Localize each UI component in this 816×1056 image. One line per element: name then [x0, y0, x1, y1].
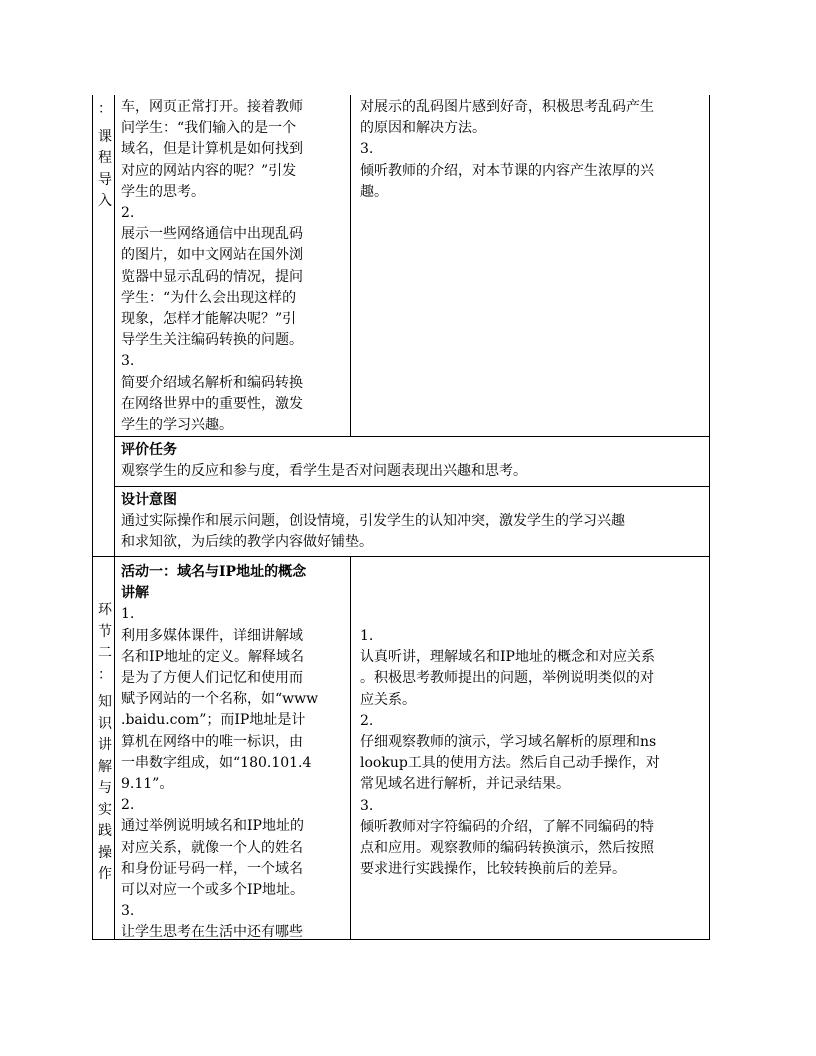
evaluation-heading: 评价任务 [121, 442, 177, 458]
text-line: 常见域名进行解析，并记录结果。 [360, 776, 570, 793]
table-border-middle [350, 556, 351, 940]
text-line: 1. [121, 606, 135, 623]
text-line: 学生：“为什么会出现这样的 [121, 289, 297, 306]
text-line: 在网络世界中的重要性，激发 [121, 395, 303, 412]
text-line: 名和IP地址的定义。解释域名 [121, 648, 304, 665]
stage-label-char: 实 [98, 801, 112, 818]
text-line: 倾听教师对字符编码的介绍，了解不同编码的特 [360, 818, 654, 835]
text-line: 可以对应一个或多个IP地址。 [121, 882, 304, 899]
stage-label-practice [98, 600, 112, 886]
text-line: 赋予网站的一个名称，如“www [121, 691, 319, 708]
text-line: 3. [121, 353, 135, 370]
stage-label-char: 操 [98, 844, 112, 861]
stage-label-char: 知 [98, 694, 112, 710]
text-line: 一串数字组成，如“180.101.4 [121, 754, 312, 771]
table-border-inner [114, 95, 115, 940]
stage-label-char: 识 [98, 715, 112, 732]
text-line: 展示一些网络通信中出现乱码 [121, 226, 303, 243]
student-activity-cell [360, 626, 705, 880]
stage-label-intro [98, 99, 112, 213]
text-line: 简要介绍域名解析和编码转换 [121, 374, 303, 391]
stage-label-char: 导 [98, 171, 112, 188]
text-line: 点和应用。观察教师的编码转换演示，然后按照 [360, 840, 654, 857]
text-line: 车，网页正常打开。接着教师 [121, 99, 303, 115]
text-line: 3. [360, 797, 374, 814]
teacher-activity-cell [121, 562, 346, 944]
stage-label-char: ： [98, 101, 112, 117]
text-line: 认真听讲，理解域名和IP地址的概念和对应关系 [360, 649, 655, 666]
stage-label-char: 课 [98, 128, 112, 145]
text-line: 对应关系，就像一个人的姓名 [121, 839, 303, 856]
text-line: 1. [360, 628, 374, 644]
stage-label-char: 程 [98, 150, 112, 166]
text-line: 2. [121, 797, 135, 814]
text-line: 通过实际操作和展示问题，创设情境，引发学生的认知冲突，激发学生的学习兴趣 [121, 513, 625, 530]
stage-label-char: 践 [98, 823, 112, 839]
text-line: 2. [121, 205, 135, 222]
text-line: 9.11”。 [121, 776, 174, 793]
activity-heading: 讲解 [121, 585, 149, 602]
text-line: 学生的思考。 [121, 183, 205, 200]
text-line: 应关系。 [360, 691, 416, 708]
text-line: 趣。 [360, 183, 388, 200]
evaluation-task-cell [121, 440, 706, 482]
table-border-left [92, 95, 93, 940]
stage-label-char: 环 [98, 602, 112, 618]
table-rule [114, 486, 710, 487]
text-line: 的原因和解决方法。 [360, 120, 486, 137]
text-line: .baidu.com”；而IP地址是计 [121, 712, 306, 729]
text-line: 算机在网络中的唯一标识，由 [121, 733, 303, 750]
student-activity-cell [360, 97, 705, 203]
activity-heading: 活动一：域名与IP地址的概念 [121, 564, 307, 580]
stage-label-char: 与 [98, 780, 112, 796]
text-line: 3. [121, 903, 135, 920]
text-line: 观察学生的反应和参与度，看学生是否对问题表现出兴趣和思考。 [121, 463, 527, 480]
text-line: 通过举例说明域名和IP地址的 [121, 818, 304, 835]
teacher-activity-cell [121, 97, 346, 436]
text-line: 倾听教师的介绍，对本节课的内容产生浓厚的兴 [360, 162, 654, 179]
stage-label-char: 作 [98, 866, 112, 882]
text-line: 览器中显示乱码的情况，提问 [121, 268, 303, 285]
text-line: 域名，但是计算机是如何找到 [121, 141, 303, 158]
design-intent-cell [121, 490, 706, 554]
text-line: lookup工具的使用方法。然后自己动手操作，对 [360, 755, 660, 772]
text-line: 让学生思考在生活中还有哪些 [121, 924, 303, 941]
stage-label-char: 解 [98, 758, 112, 775]
text-line: 要求进行实践操作，比较转换前后的差异。 [360, 861, 626, 878]
text-line: 利用多媒体课件，详细讲解域 [121, 627, 303, 644]
text-line: 的图片，如中文网站在国外浏 [121, 247, 303, 264]
stage-label-char: 入 [98, 193, 112, 209]
text-line: 问学生：“我们输入的是一个 [121, 120, 297, 137]
text-line: 。积极思考教师提出的问题，举例说明类似的对 [360, 670, 654, 687]
table-border-right [709, 95, 710, 940]
design-heading: 设计意图 [121, 492, 177, 508]
stage-label-char: 节 [98, 623, 112, 640]
stage-label-char: 讲 [98, 737, 112, 753]
table-border-middle [350, 95, 351, 436]
text-line: 导学生关注编码转换的问题。 [121, 332, 303, 349]
text-line: 是为了方便人们记忆和使用而 [121, 670, 303, 687]
text-line: 对应的网站内容的呢？”引发 [121, 162, 297, 179]
text-line: 2. [360, 712, 374, 729]
stage-label-char: ： [98, 666, 112, 683]
text-line: 对展示的乱码图片感到好奇，积极思考乱码产生 [360, 99, 654, 115]
text-line: 和身份证号码一样，一个域名 [121, 860, 303, 877]
text-line: 3. [360, 141, 374, 158]
text-line: 和求知欲，为后续的教学内容做好铺垫。 [121, 534, 373, 551]
table-rule [92, 556, 710, 557]
text-line: 学生的学习兴趣。 [121, 417, 233, 434]
text-line: 仔细观察教师的演示，学习域名解析的原理和ns [360, 734, 657, 751]
text-line: 现象，怎样才能解决呢？”引 [121, 311, 297, 328]
stage-label-char: 二 [98, 645, 112, 661]
